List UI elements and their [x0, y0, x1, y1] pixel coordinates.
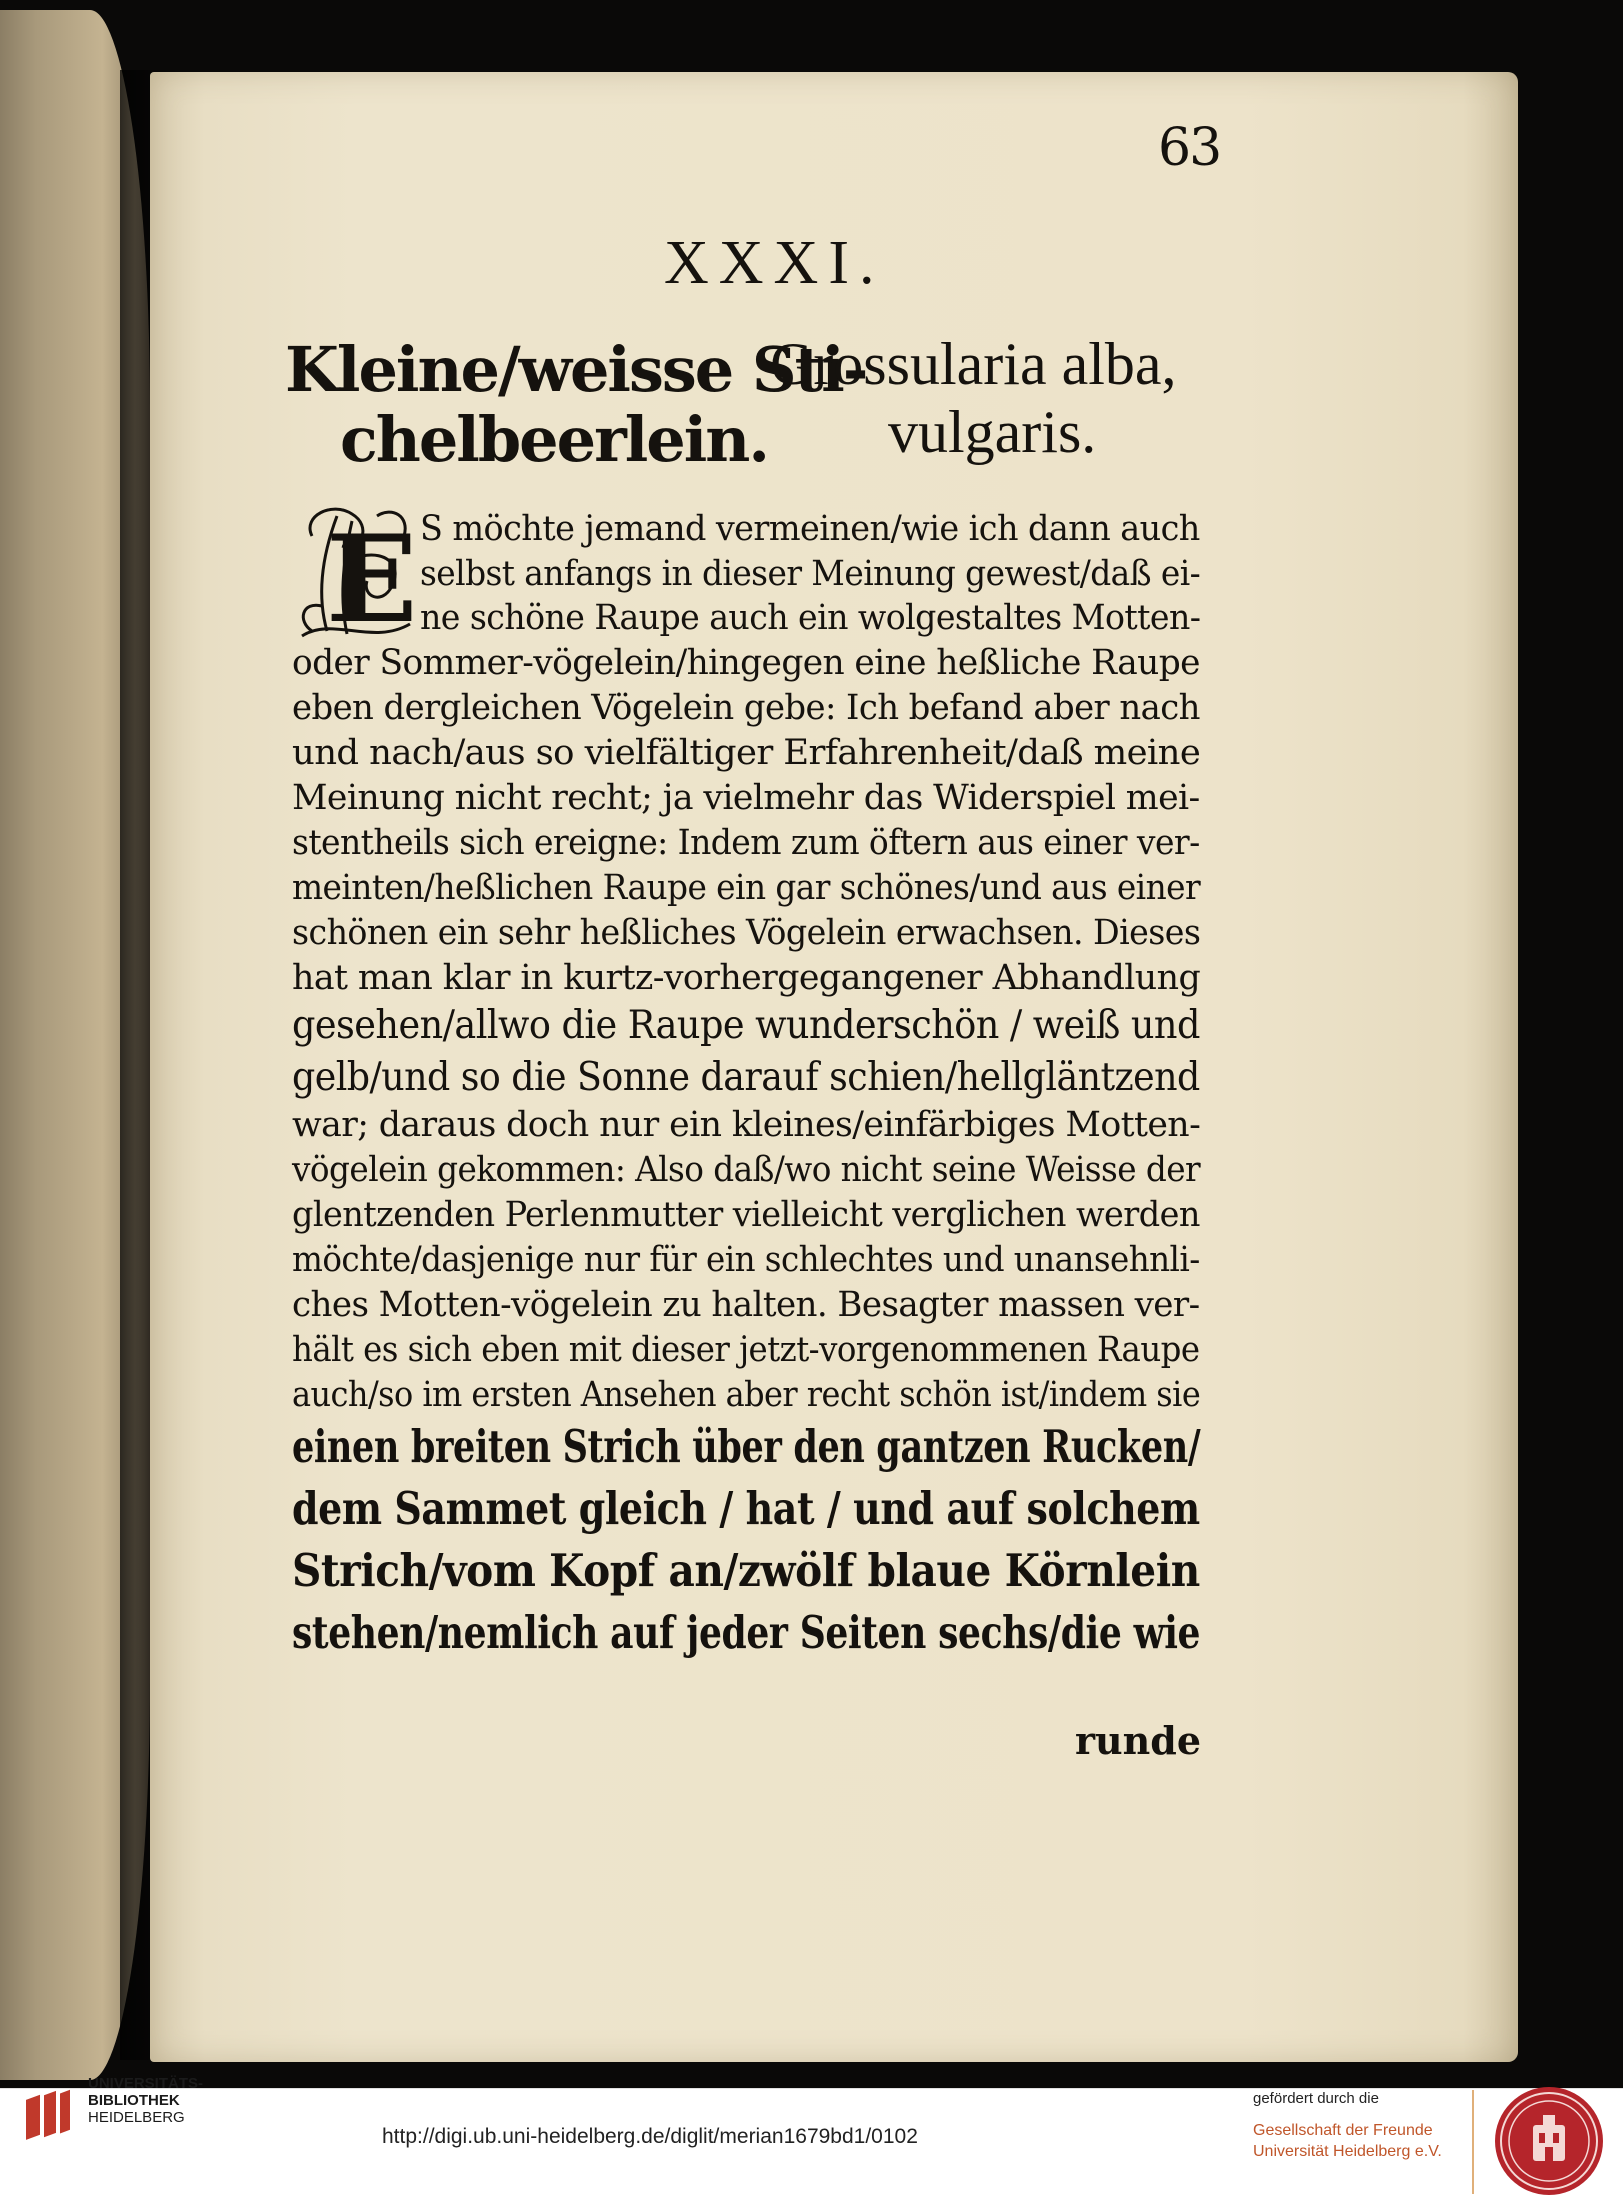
- text-line: hält es sich eben mit dieser jetzt-vorgenommenen Raupe: [292, 1330, 1200, 1370]
- text-line: gesehen/allwo die Raupe wunderschön / weiß und: [292, 1003, 1200, 1048]
- text-line: vögelein gekommen: Also daß/wo nicht seine Weisse der: [292, 1150, 1201, 1190]
- page-number: 63: [1158, 118, 1221, 178]
- latin-title-line-2: vulgaris.: [888, 399, 1097, 465]
- chapter-numeral: XXXI.: [664, 229, 885, 297]
- text-line: hat man klar in kurtz-vorhergegangener Abhandlung: [292, 958, 1201, 998]
- text-line: gelb/und so die Sonne darauf schien/hellgläntzend: [292, 1055, 1200, 1100]
- text-line: meinten/heßlichen Raupe ein gar schönes/und aus einer: [292, 868, 1201, 908]
- text-line: selbst anfangs in dieser Meinung gewest/daß ei-: [420, 554, 1201, 594]
- text-line: glentzenden Perlenmutter vielleicht verglichen werden: [292, 1195, 1200, 1235]
- library-name-line-2: BIBLIOTHEK: [88, 2092, 180, 2109]
- german-title-line-1: Kleine/weisse Sti-: [285, 333, 867, 406]
- text-line: und nach/aus so vielfältiger Erfahrenheit/daß meine: [292, 733, 1201, 773]
- text-line: oder Sommer-vögelein/hingegen eine heßliche Raupe: [292, 643, 1200, 683]
- sponsor-name-line-2: Universität Heidelberg e.V.: [1253, 2143, 1442, 2160]
- source-url-link[interactable]: http://digi.ub.uni-heidelberg.de/diglit/merian1679bd1/0102: [382, 2125, 918, 2148]
- text-line: eben dergleichen Vögelein gebe: Ich befand aber nach: [292, 688, 1200, 728]
- text-line: ne schöne Raupe auch ein wolgestaltes Motten-: [420, 598, 1201, 638]
- sponsor-name: [1253, 2120, 1442, 2162]
- text-line: Strich/vom Kopf an/zwölf blaue Körnlein: [292, 1544, 1200, 1597]
- text-line: stehen/nemlich auf jeder Seiten sechs/die wie: [292, 1606, 1201, 1659]
- text-line: dem Sammet gleich / hat / und auf solchem: [292, 1482, 1200, 1535]
- text-line: S möchte jemand vermeinen/wie ich dann auch: [420, 509, 1200, 549]
- latin-title-line-1: Grossularia alba,: [770, 331, 1177, 397]
- sponsor-name-line-1: Gesellschaft der Freunde: [1253, 2122, 1433, 2139]
- text-line: einen breiten Strich über den gantzen Rucken/: [292, 1420, 1201, 1473]
- university-seal-icon: [1493, 2085, 1605, 2197]
- library-name-line-3: HEIDELBERG: [88, 2109, 185, 2126]
- library-name: [88, 2075, 203, 2126]
- footer-divider: [1472, 2090, 1474, 2194]
- text-line: möchte/dasjenige nur für ein schlechtes und unansehnli-: [292, 1240, 1200, 1280]
- text-line: war; daraus doch nur ein kleines/einfärbiges Motten-: [292, 1105, 1201, 1145]
- catchword: runde: [1075, 1718, 1202, 1763]
- library-name-line-1: UNIVERSITÄTS-: [88, 2075, 204, 2092]
- text-line: ches Motten-vögelein zu halten. Besagter massen ver-: [292, 1285, 1200, 1325]
- text-line: auch/so im ersten Ansehen aber recht schön ist/indem sie: [292, 1375, 1201, 1415]
- university-library-logo-icon: [20, 2078, 82, 2140]
- text-line: Meinung nicht recht; ja vielmehr das Widerspiel mei-: [292, 778, 1200, 818]
- text-line: stentheils sich ereigne: Indem zum öftern aus einer ver-: [292, 823, 1200, 863]
- ornamental-drop-cap: [292, 496, 418, 646]
- german-title-line-2: chelbeerlein.: [340, 403, 768, 476]
- text-line: schönen ein sehr heßliches Vögelein erwachsen. Dieses: [292, 913, 1201, 953]
- sponsor-label: gefördert durch die: [1253, 2090, 1379, 2107]
- drop-cap-letter: E: [326, 509, 418, 646]
